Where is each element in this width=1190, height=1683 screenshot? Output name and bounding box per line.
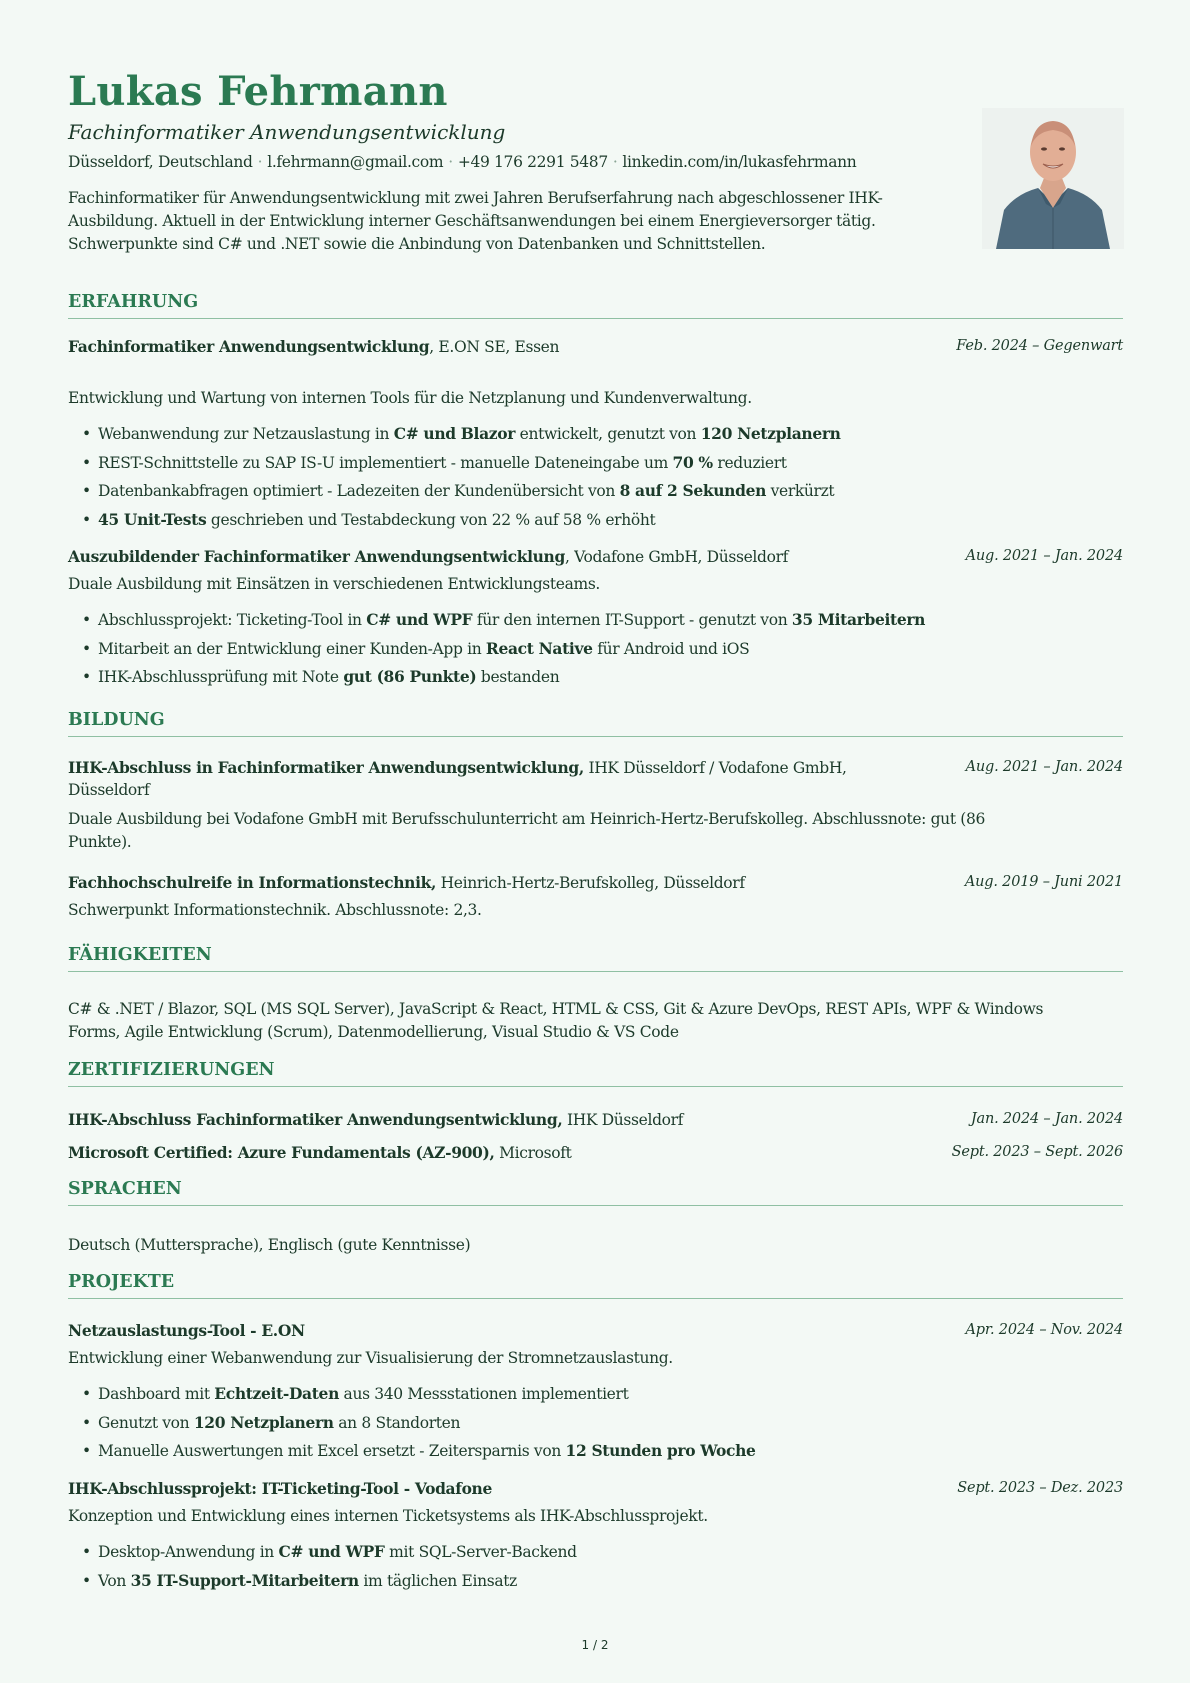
education-entry-ihk <box>68 756 1123 780</box>
certification-date: Jan. 2024 – Jan. 2024 <box>970 1111 1123 1127</box>
education-institution: IHK Düsseldorf / Vodafone GmbH, <box>583 759 847 777</box>
list-item: • REST-Schnittstelle zu SAP IS-U implementiert - manuelle Dateneingabe um 70 % reduziert <box>82 449 841 478</box>
education-degree: IHK-Abschluss in Fachinformatiker Anwendungsentwicklung, <box>68 758 584 777</box>
job-role: Fachinformatiker Anwendungsentwicklung <box>68 337 430 356</box>
job-company: , E.ON SE, Essen <box>429 338 560 356</box>
section-heading-certifications: ZERTIFIZIERUNGEN <box>68 1060 1123 1087</box>
job-bullets <box>82 420 841 534</box>
job-description: Duale Ausbildung mit Einsätzen in verschiedenen Entwicklungsteams. <box>68 575 601 593</box>
list-item: • Datenbankabfragen optimiert - Ladezeiten der Kundenübersicht von 8 auf 2 Sekunden verkürzt <box>82 477 841 506</box>
project-entry <box>68 1319 1123 1343</box>
project-date: Apr. 2024 – Nov. 2024 <box>965 1322 1123 1338</box>
contact-linkedin[interactable]: linkedin.com/in/lukasfehrmann <box>622 153 857 171</box>
contact-line <box>68 153 856 171</box>
certification-issuer: IHK Düsseldorf <box>562 1111 684 1129</box>
certification-entry <box>68 1108 1123 1132</box>
education-description: Duale Ausbildung bei Vodafone GmbH mit Berufsschulunterricht am Heinrich-Hertz-Berufskolleg. Abschlussnote: gut (86 <box>68 810 985 828</box>
section-heading-skills: FÄHIGKEITEN <box>68 945 1123 972</box>
list-item: • Dashboard mit Echtzeit-Daten aus 340 Messstationen implementiert <box>82 1380 756 1409</box>
list-item: • Genutzt von 120 Netzplanern an 8 Standorten <box>82 1409 756 1438</box>
profile-summary: Fachinformatiker für Anwendungsentwicklung mit zwei Jahren Berufserfahrung nach abgeschlossener IHK-Ausbildung. Aktuell in der Entwicklung interner Geschäftsanwendungen bei einem Energieversorger tätig. Schwerpunkte sind C# und .NET sowie die Anbindung von Datenbanken und Schnittstellen. <box>68 189 883 253</box>
education-institution: Heinrich-Hertz-Berufskolleg, Düsseldorf <box>436 874 745 892</box>
list-item: • Desktop-Anwendung in C# und WPF mit SQL-Server-Backend <box>82 1538 577 1567</box>
project-description: Entwicklung einer Webanwendung zur Visualisierung der Stromnetzauslastung. <box>68 1349 673 1367</box>
job-company: , Vodafone GmbH, Düsseldorf <box>564 548 789 566</box>
list-item: • Von 35 IT-Support-Mitarbeitern im täglichen Einsatz <box>82 1567 577 1596</box>
job-entry-eon <box>68 335 1123 359</box>
section-heading-education: BILDUNG <box>68 710 1123 737</box>
job-date: Aug. 2021 – Jan. 2024 <box>965 548 1123 564</box>
job-bullets <box>82 606 925 692</box>
certification-name: Microsoft Certified: Azure Fundamentals (AZ-900), <box>68 1143 495 1162</box>
certification-entry <box>68 1141 1123 1165</box>
portrait-icon <box>982 108 1124 249</box>
project-description: Konzeption und Entwicklung eines internen Ticketsystems als IHK-Abschlussprojekt. <box>68 1507 708 1525</box>
job-date: Feb. 2024 – Gegenwart <box>956 338 1123 354</box>
project-entry <box>68 1477 1123 1501</box>
contact-email[interactable]: l.fehrmann@gmail.com <box>267 153 444 171</box>
certification-date: Sept. 2023 – Sept. 2026 <box>951 1144 1123 1160</box>
list-item: • Manuelle Auswertungen mit Excel ersetzt - Zeitersparnis von 12 Stunden pro Woche <box>82 1437 756 1466</box>
separator: · <box>612 153 618 171</box>
section-heading-languages: SPRACHEN <box>68 1179 1123 1206</box>
education-date: Aug. 2021 – Jan. 2024 <box>965 759 1123 775</box>
page-number: 1 / 2 <box>581 1638 609 1652</box>
contact-location: Düsseldorf, Deutschland <box>68 153 253 171</box>
portrait-photo <box>982 108 1124 249</box>
contact-phone[interactable]: +49 176 2291 5487 <box>457 153 608 171</box>
section-heading-experience: ERFAHRUNG <box>68 292 1123 319</box>
project-bullets <box>82 1380 756 1466</box>
list-item: • 45 Unit-Tests geschrieben und Testabdeckung von 22 % auf 58 % erhöht <box>82 506 841 535</box>
skills-list-cont: Forms, Agile Entwicklung (Scrum), Datenmodellierung, Visual Studio & VS Code <box>68 1023 679 1041</box>
education-institution-cont: Düsseldorf <box>68 781 150 799</box>
project-name: Netzauslastungs-Tool - E.ON <box>68 1321 305 1340</box>
education-entry-fhr <box>68 871 1123 895</box>
education-description: Schwerpunkt Informationstechnik. Abschlussnote: 2,3. <box>68 901 482 919</box>
job-role: Auszubildender Fachinformatiker Anwendungsentwicklung <box>68 547 565 566</box>
languages-list: Deutsch (Muttersprache), Englisch (gute Kenntnisse) <box>68 1236 471 1254</box>
job-description: Entwicklung und Wartung von internen Tools für die Netzplanung und Kundenverwaltung. <box>68 389 752 407</box>
candidate-title: Fachinformatiker Anwendungsentwicklung <box>68 120 506 144</box>
education-degree: Fachhochschulreife in Informationstechnik, <box>68 873 437 892</box>
list-item: • IHK-Abschlussprüfung mit Note gut (86 Punkte) bestanden <box>82 663 925 692</box>
project-date: Sept. 2023 – Dez. 2023 <box>957 1480 1123 1496</box>
project-name: IHK-Abschlussprojekt: IT-Ticketing-Tool - Vodafone <box>68 1479 492 1498</box>
separator: · <box>448 153 453 171</box>
section-heading-projects: PROJEKTE <box>68 1272 1123 1299</box>
job-entry-vodafone <box>68 545 1123 569</box>
list-item: • Mitarbeit an der Entwicklung einer Kunden-App in React Native für Android und iOS <box>82 635 925 664</box>
certification-name: IHK-Abschluss Fachinformatiker Anwendungsentwicklung, <box>68 1110 563 1129</box>
list-item: • Webanwendung zur Netzauslastung in C# und Blazor entwickelt, genutzt von 120 Netzplanern <box>82 420 841 449</box>
skills-list: C# & .NET / Blazor, SQL (MS SQL Server), JavaScript & React, HTML & CSS, Git & Azure DevOps, REST APIs, WPF & Windows <box>68 1000 1044 1018</box>
certification-issuer: Microsoft <box>494 1144 572 1162</box>
candidate-name: Lukas Fehrmann <box>68 68 448 115</box>
education-date: Aug. 2019 – Juni 2021 <box>964 874 1123 890</box>
education-description-cont: Punkte). <box>68 833 132 851</box>
list-item: • Abschlussprojekt: Ticketing-Tool in C# und WPF für den internen IT-Support - genutzt von 35 Mitarbeitern <box>82 606 925 635</box>
project-bullets <box>82 1538 577 1595</box>
separator: · <box>257 153 263 171</box>
